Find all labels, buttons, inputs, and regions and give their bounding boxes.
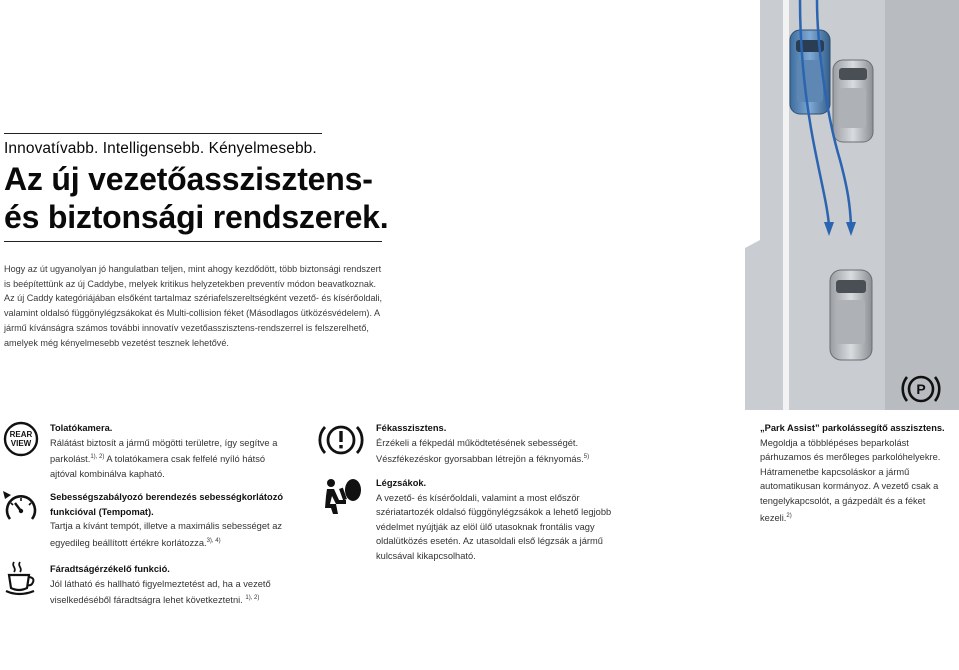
header-top-rule	[4, 133, 322, 134]
rear-view-icon	[3, 421, 39, 457]
parked-car-icon	[830, 270, 872, 360]
feature-text: Tartja a kívánt tempót, illetve a maximális sebességet az egyedileg beállított értékre korlátozza.	[50, 521, 283, 548]
intro-paragraph: Hogy az út ugyanolyan jó hangulatban teljen, mint ahogy kezdődött, több biztonsági rendszert is beépítettünk az új Caddybe, melyek kritikus helyzetekben preventív módon beavatkoznak. Az új Caddy kategóriájában elsőként tartalmaz szériafelszereltségként vezető- és kísérőoldali, valamint oldalsó függönylégzsákokat és Multi-collision féket (Másodlagos ütközésvédelem). A jármű kívánságra számos további innovatív vezetőasszisztens-rendszerrel is felszerelhető, amelyek még kényelmesebb vezetést tesznek lehetővé.	[4, 264, 383, 348]
coffee-cup-icon	[4, 560, 38, 596]
footnote-ref: 2)	[786, 512, 792, 519]
rear-view-label-1: REAR	[9, 430, 33, 439]
feature-title: „Park Assist” parkolássegítő asszisztens.	[760, 423, 945, 433]
feature-text: A tolatókamera csak felfelé nyíló hátsó ajtóval kombinálva kapható.	[50, 454, 266, 479]
feature-title: Fékasszisztens.	[376, 423, 447, 433]
feature-text: Jól látható és hallható figyelmeztetést ad, ha a vezető viselkedéséből fáradtságra lehet következtetni.	[50, 578, 271, 606]
header-bottom-rule	[4, 241, 382, 242]
feature-cruise-control	[50, 490, 290, 550]
page-title-line-1: Az új vezetőasszisztens-	[4, 161, 373, 197]
header-kicker: Innovatívabb. Intelligensebb. Kényelmesebb.	[4, 140, 317, 157]
feature-title: Fáradtságérzékelő funkció.	[50, 564, 170, 574]
feature-title: Légzsákok.	[376, 478, 427, 488]
feature-airbags	[376, 476, 616, 564]
footnote-ref: 3), 4)	[206, 537, 221, 544]
airbag-icon	[322, 476, 362, 516]
page-title	[4, 160, 388, 236]
feature-title: Sebességszabályozó berendezés sebességkorlátozó funkcióval (Tempomat).	[50, 492, 284, 517]
feature-title: Tolatókamera.	[50, 423, 113, 433]
feature-park-assist	[760, 421, 950, 525]
parking-illustration	[745, 0, 959, 410]
footnote-ref: 5)	[583, 454, 590, 461]
page-title-line-2: és biztonsági rendszerek.	[4, 199, 389, 235]
footnote-ref: 1), 2)	[245, 595, 260, 602]
parked-car-icon	[833, 60, 873, 142]
footnote-ref: 1), 2)	[90, 454, 105, 461]
feature-text: Megoldja a többlépéses beparkolást párhuzamos és merőleges parkolóhelyekre. Hátramenetbe kapcsoláskor a jármű automatikusan kormányoz. A vezető csak a tengelykapcsolót, a gázpedált és a féket kezeli.	[760, 437, 941, 523]
feature-text: A vezető- és kísérőoldali, valamint a most először szériatartozék oldalsó függönylégzsákok a lehető legjobb védelmet nyújtják az elöl ülő utasoknak frontális vagy oldalütközés esetén. Az utasoldali első légzsák a jármű kulcsával kikapcsolható.	[376, 492, 612, 561]
feature-text: Érzékeli a fékpedál működtetésének sebességét. Vészfékezéskor gyorsabban létrejön a féknyomás.	[376, 437, 584, 465]
feature-text: Rálátást biztosít a jármű mögötti területre, így segítve a parkolást.	[50, 437, 278, 465]
feature-brake-assist	[376, 421, 616, 467]
maneuvering-car-icon	[790, 30, 830, 114]
speedometer-icon	[2, 491, 40, 525]
brake-warning-icon	[318, 421, 364, 459]
park-assist-icon	[901, 371, 941, 407]
feature-fatigue-detection	[50, 562, 290, 608]
parking-letter: P	[916, 381, 926, 397]
rear-view-label-2: VIEW	[10, 439, 32, 448]
feature-rear-camera	[50, 421, 290, 481]
